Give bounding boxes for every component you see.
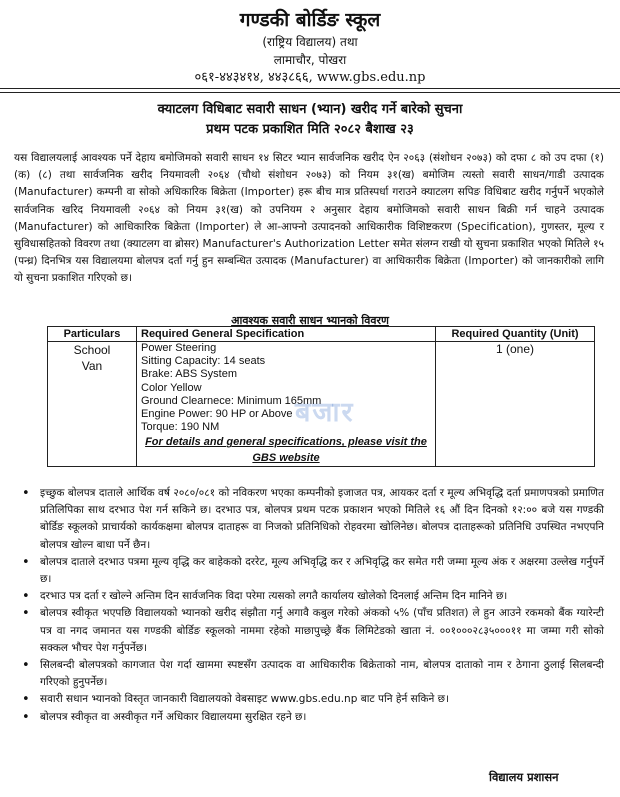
list-item: • बोलपत्र स्वीकृत भएपछि विद्यालयको भ्यानको खरीद संझौता गर्नु अगावै कबुल गरेको अंकको ५% (पाँच प्रतिशत) ले हुन आउने रकमको बैंक ग्यारेन्टी पत्र वा नगद जमानत यस गण्डकी बोर्डिङ स्कूलको नाममा रहेको माछापुच्छ्रे बैंक लिमिटेडको खाता नं. ००१०००२८३५०००११ मा जम्मा गरी सोको सक्कल भौचर पेश गर्नुपर्नेछ।	[18, 605, 604, 657]
spec-item: Sitting Capacity: 14 seats	[141, 355, 266, 368]
table-title: आवश्यक सवारी साधन भ्यानको विवरण	[231, 314, 389, 327]
list-item: • सवारी सधान भ्यानको विस्तृत जानकारी विद्यालयको वेबसाइट www.gbs.edu.np बाट पनि हेर्न सकिने छ।	[18, 691, 604, 708]
header-divider-secondary	[0, 92, 620, 93]
cell-particular	[48, 342, 137, 467]
spec-item: Color Yellow	[141, 381, 202, 394]
list-item: • बोलपत्र स्वीकृत वा अस्वीकृत गर्ने अधिकार विद्यालयमा सुरक्षित रहने छ।	[18, 709, 604, 726]
particular-value: School Van	[73, 343, 111, 373]
spec-item: Engine Power: 90 HP or Above	[141, 408, 293, 421]
notice-title: क्याटलग विधिबाट सवारी साधन (भ्यान) खरीद गर्ने बारेको सुचना	[157, 102, 463, 117]
spec-item: Brake: ABS System	[141, 368, 237, 381]
notice-intro: यस विद्यालयलाई आवश्यक पर्ने देहाय बमोजिमको सवारी साधन १४ सिटर भ्यान सार्वजनिक खरीद ऐन २०६३ (संशोधन २०७३) को दफा ८ को उप दफा (१)(क) (८) तथा सार्वजनिक खरीद नियमावली २०६४ (चौथो संशोधन २०७३) को नियम ३१(ख) बमोजिम त्यस्तो सवारी साधन/गाडी उत्पादक (Manufacturer) कम्पनी वा सोको अधिकारिक बिक्रेता (Importer) हरू बीच मात्र प्रतिस्पर्धा गराउने क्याटलग सपिङ विधिबाट खरीद गर्नुपर्ने भएकोले सार्वजनिक खरिद नियमावली २०६४ को नियम ३१(ख) को उपनियम २ अनुसार देहाय बमोजिमको सवारी साधन बिक्री गर्न चाहने उत्पादक (Manufacturer) को आधिकारिक बिक्रेता (Importer) ले आ-आफ्नो उत्पादनको आधिकारीक विशिष्टकरण (Specification), गुणस्तर, मूल्य र सुविधासहितको विवरण तथा (क्याटलग वा ब्रोसर) Manufacturer's Authorization Letter समेत संलग्न राखी यो सुचना प्रकाशित भएको मितिले १५ (पन्ध्र) दिनभित्र यस विद्यालयमा बोलपत्र दर्ता गर्नु हुन सम्बन्धित उत्पादक (Manufacturer) वा आधिकारीक बिक्रेता (Importer) को जानकारीको लागि यो सुचना प्रकाशित गरिएको छ।	[14, 152, 604, 285]
school-location: लामाचौर, पोखरा	[273, 53, 347, 67]
school-contact: ०६१-४४३४१४, ४४३८६६, www.gbs.edu.np	[194, 70, 426, 85]
signature: विद्यालय प्रशासन	[489, 770, 559, 784]
spec-item: Ground Clearnece: Minimum 165mm	[141, 394, 322, 407]
table-row	[48, 342, 595, 467]
cell-quantity: 1 (one)	[436, 342, 595, 467]
list-item: • बोलपत्र दाताले दरभाउ पत्रमा मूल्य वृद्धि कर बाहेकको दररेट, मूल्य अभिवृद्धि कर र अभिवृद्धि कर समेत गरी जम्मा मूल्य अंक र अक्षरमा उल्लेख गर्नुपर्ने छ।	[18, 554, 604, 588]
header-particulars: Particulars	[48, 327, 137, 342]
terms-list	[18, 485, 604, 726]
list-item: • सिलबन्दी बोलपत्रको कागजात पेश गर्दा खाममा स्पष्टसँग उत्पादक वा आधिकारीक बिक्रेताको नाम, बोलपत्र दाताको नाम र ठेगाना ठुलाई सिलबन्दी गरिएको हुनुपर्नेछ।	[18, 657, 604, 691]
spec-item: Power Steering	[141, 342, 217, 354]
list-item: • इच्छुक बोलपत्र दाताले आर्थिक वर्ष २०८०/०८१ को नविकरण भएका कम्पनीको इजाजत पत्र, आयकर दर्ता र मूल्य अभिवृद्धि दर्ता प्रमाणपत्रको प्रमाणित प्रतिलिपिका साथ दरभाउ पेश गर्न सकिने छ। दरभाउ पत्र, बोलपत्र प्रथम पटक प्रकाशन भएको मितिले १६ औं दिन दिनको १२:०० बजे यस गण्डकी बोर्डिङ स्कूलको प्राचार्यको कार्यकक्षमा बोलपत्र दाताहरू वा निजको प्रतिनिधिको रोहवरमा खोलिनेछ। बोलपत्र दाताहरूको प्रतिनिधि उपस्थित नभएपनि बोलपत्र खोल्न बाधा पर्ने छैन।	[18, 485, 604, 554]
spec-item: Torque: 190 NM	[141, 421, 220, 434]
specification-table	[47, 326, 595, 467]
cell-specification	[137, 342, 436, 467]
table-header-row	[48, 327, 595, 342]
header-quantity: Required Quantity (Unit)	[436, 327, 595, 342]
details-note: For details and general specifications, please visit the GBS website	[145, 436, 427, 465]
list-item: • दरभाउ पत्र दर्ता र खोल्ने अन्तिम दिन सार्वजनिक विदा परेमा त्यसको लगतै कार्यालय खोलेको दिनलाई अन्तिम दिन मानिने छ।	[18, 588, 604, 605]
school-subtitle: (राष्ट्रिय विद्यालय) तथा	[262, 35, 358, 49]
header-specification: Required General Specification	[137, 327, 436, 342]
watermark: बजार	[295, 397, 355, 428]
notice-published-date: प्रथम पटक प्रकाशित मिति २०८२ बैशाख २३	[206, 122, 414, 137]
header-divider	[0, 88, 620, 89]
school-name: गण्डकी बोर्डिङ स्कूल	[239, 9, 381, 31]
